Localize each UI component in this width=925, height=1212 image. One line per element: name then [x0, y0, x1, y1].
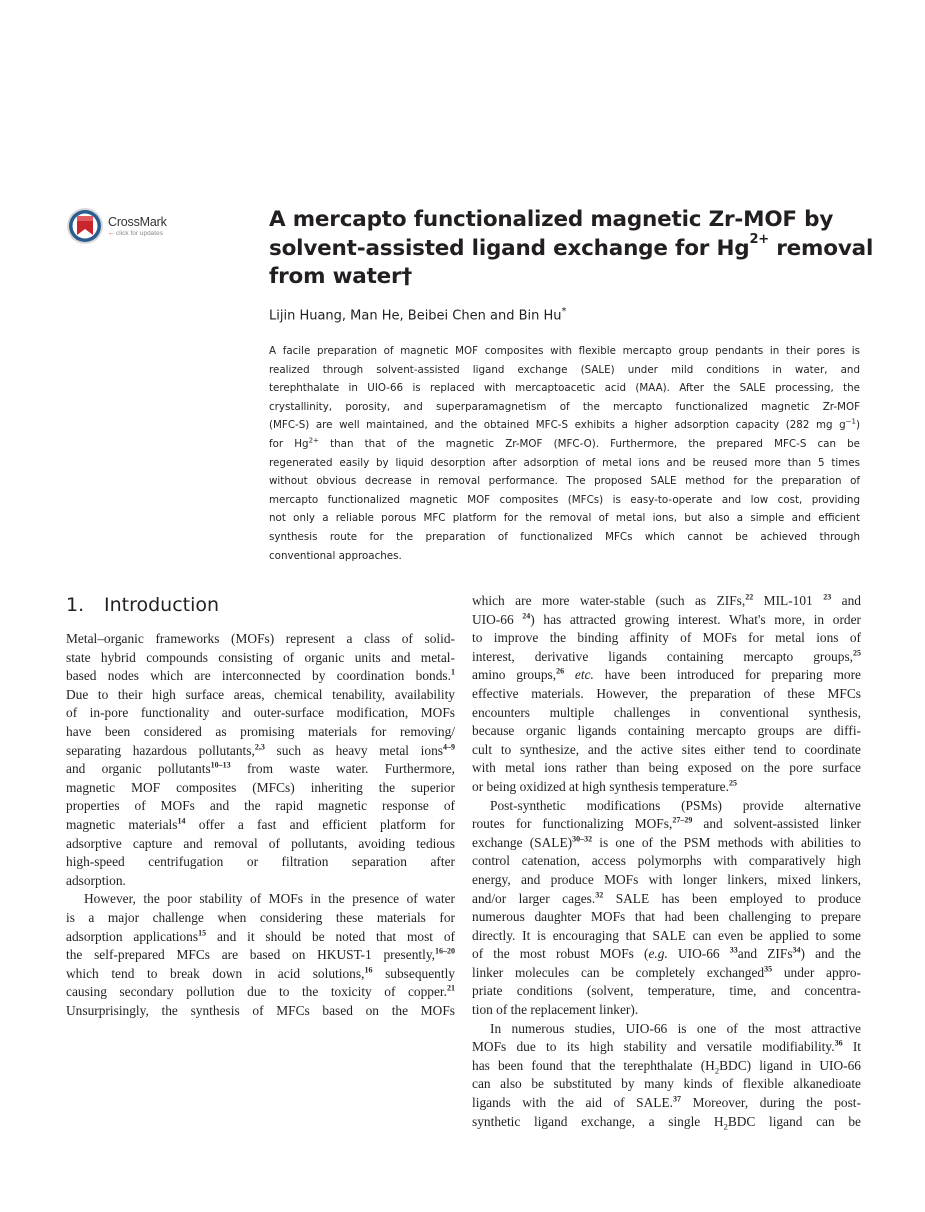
body-line: MOFs due to its high stability and versatile modifiability.$^{36}$ It [472, 1038, 861, 1055]
crossmark-title: CrossMark [108, 215, 167, 229]
body-line: which are more water-stable (such as ZIFs,$^{22}$ MIL-101 $^{23}$ and [472, 592, 861, 608]
abstract-line: mercapto functionalized magnetic MOF composites (MFCs) is easy-to-operate and low cost, providing [269, 493, 860, 506]
left-column [66, 630, 455, 1020]
body-line: have been considered as promising materials for removing/ [66, 723, 455, 739]
citation: 1 [451, 667, 455, 677]
body-line: can also be substituted by many kinds of flexible alkanedioate [472, 1076, 861, 1092]
body-line: cult to synthesize, and the active sites either tend to coordinate [472, 741, 861, 757]
author-list: Lijin Huang, Man He, Beibei Chen and Bin Hu* [269, 306, 567, 324]
body-line: In numerous studies, UIO-66 is one of the most attractive [490, 1020, 861, 1036]
body-line: Post-synthetic modifications (PSMs) provide alternative [490, 797, 861, 813]
abstract-line: for $Hg^{2+}$ than that of the magnetic Zr-MOF (MFC-O). Furthermore, the prepared MFC-S can be [269, 436, 861, 450]
abstract-line: terephthalate in UIO-66 is replaced with mercaptoacetic acid (MAA). After the SALE processing, the [269, 382, 860, 395]
body-line: control catenation, access polymorphs with comparatively high [472, 853, 861, 869]
body-line: amino groups,$^{26}$ etc. have been introduced for preparing more [472, 666, 862, 683]
body-line: based nodes which are interconnected by coordination bonds.$^1$ [66, 667, 455, 684]
abstract-line: realized through solvent-assisted ligand exchange (SALE) under mild conditions in water, and [269, 363, 860, 376]
crossmark-subtitle: ←click for updates [108, 230, 163, 237]
abstract-line: without obvious decrease in removal performance. The proposed SALE method for the preparation of [269, 475, 860, 488]
body-line: adsorptive capture and removal of pollutants, avoiding tedious [66, 835, 455, 851]
citation: 16–20 [435, 946, 455, 956]
body-line: ligands with the aid of SALE.$^{37}$ Moreover, during the post- [472, 1094, 861, 1111]
body-line: encounters multiple challenges in conventional synthesis, [472, 704, 861, 720]
body-line: high-speed centrifugation or filtration separation after [66, 854, 455, 870]
citation: 33 [729, 945, 738, 955]
body-line: Unsurprisingly, the synthesis of MFCs based on the MOFs [66, 1002, 455, 1018]
body-line: magnetic materials$^{14}$ offer a fast and efficient platform for [66, 816, 455, 832]
body-line: has been found that the terephthalate $(H_2BDC)$ ligand in UIO-66 [472, 1057, 861, 1076]
crossmark-icon [66, 207, 104, 245]
article-title [269, 206, 874, 292]
citation: 4–9 [443, 742, 455, 752]
body-line: UIO-66 $^{24}$) has attracted growing interest. What's more, in order [472, 611, 861, 627]
citation: 35 [764, 964, 773, 974]
body-line: Due to their high surface areas, chemical tenability, availability [66, 686, 455, 702]
citation: 27–29 [672, 815, 693, 825]
body-line: adsorption applications$^{15}$ and it should be noted that most of [66, 928, 455, 944]
arrow-left-icon: ← [108, 230, 115, 237]
body-line: of in-pore functionality and outer-surface modification, MOFs [66, 705, 455, 721]
citation: 25 [853, 648, 861, 658]
citation: 16 [364, 965, 373, 975]
body-line: separating hazardous pollutants,$^{2,3}$ such as heavy metal ions$^{4-9}$ [66, 742, 455, 758]
body-line: causing secondary pollution due to the toxicity of copper.$^{21}$ [66, 983, 455, 1000]
right-column [472, 592, 861, 1131]
citation: 37 [673, 1094, 682, 1104]
body-line: energy, and produce MOFs with longer linkers, mixed linkers, [472, 871, 861, 887]
citation: 34 [792, 945, 801, 955]
citation: 15 [198, 928, 207, 938]
body-line: adsorption. [66, 872, 126, 888]
crossmark-badge[interactable] [66, 207, 186, 247]
abstract-line: conventional approaches. [269, 549, 402, 562]
body-line: numerous daughter MOFs that had been challenging to prepare [472, 909, 861, 925]
body-line: linker molecules can be completely exchanged$^{35}$ under appro- [472, 964, 861, 980]
body-line: state hybrid compounds consisting of organic units and metal- [66, 649, 455, 665]
citation: 30–32 [572, 834, 593, 844]
title-line-3: from water† [269, 264, 412, 289]
body-line: priate conditions (solvent, temperature, time, and concentra- [472, 983, 861, 999]
body-line: interest, derivative ligands containing mercapto groups,$^{25}$ [472, 648, 861, 664]
abstract [269, 342, 860, 565]
body-line: is a major challenge when considering these materials for [66, 909, 455, 925]
abstract-line: crystallinity, porosity, and superparamagnetism of the mercapto functionalized magnetic Zr-MOF [269, 400, 860, 413]
body-line: tion of the replacement linker). [472, 1002, 639, 1018]
body-line: directly. It is encouraging that SALE can even be applied to some [472, 927, 861, 943]
citation: 14 [177, 816, 186, 826]
body-line: and/or larger cages.$^{32}$ SALE has been employed to produce [472, 890, 861, 906]
citation: 2,3 [254, 742, 265, 752]
body-line: to improve the binding affinity of MOFs for metal ions of [472, 630, 861, 646]
section-number: 1. [66, 594, 85, 616]
body-line: routes for functionalizing MOFs,$^{27-29}$ and solvent-assisted linker [472, 815, 861, 832]
body-line: effective materials. However, the preparation of these MFCs [472, 685, 861, 701]
body-line: because organic ligands containing mercapto groups are diffi- [472, 723, 861, 739]
abstract-line: synthesis route for the preparation of functionalized MFCs which cannot be achieved through [269, 530, 860, 543]
body-line: of the most robust MOFs (e.g. UIO-66 $^{33}$and ZIFs$^{34}$) and the [472, 945, 861, 962]
body-line: properties of MOFs and the rapid magnetic response of [66, 798, 455, 814]
citation: 36 [834, 1038, 843, 1048]
citation: 21 [447, 983, 455, 993]
section-heading [66, 594, 219, 616]
body-line: Metal–organic frameworks (MOFs) represent a class of solid- [66, 631, 455, 646]
citation: 25 [728, 778, 737, 788]
citation: 10–13 [210, 760, 231, 770]
title-line-2: solvent-assisted ligand exchange for $Hg^{2+}$ removal [269, 232, 874, 261]
body-line: which tend to break down in acid solutions,$^{16}$ subsequently [66, 965, 455, 981]
body-line: However, the poor stability of MOFs in the presence of water [84, 891, 455, 907]
abstract-line: (MFC-S) are well maintained, and the obtained MFC-S exhibits a higher adsorption capacity (282 mg $g^{-1}$) [269, 417, 860, 432]
title-line-1: A mercapto functionalized magnetic Zr-MOF by [269, 207, 834, 232]
citation: 24 [522, 611, 531, 621]
body-line: synthetic ligand exchange, a single $H_2BDC$ ligand can be [472, 1113, 861, 1132]
abstract-line: A facile preparation of magnetic MOF composites with flexible mercapto group pendants in their pores is [269, 345, 860, 357]
body-line: or being oxidized at high synthesis temperature.$^{25}$ [472, 778, 737, 794]
abstract-line: not only a reliable porous MFC platform for the removal of metal ions, but also a simple and efficient [269, 512, 860, 525]
citation: 22 [745, 592, 754, 602]
citation: 23 [823, 592, 832, 602]
body-line: exchange (SALE)$^{30-32}$ is one of the PSM methods with abilities to [472, 834, 861, 850]
body-line: with metal ions rather than being exposed on the pore surface [472, 760, 861, 776]
abstract-line: regenerated easily by liquid desorption after adsorption of metal ions and be reused more than 5 times [269, 456, 860, 469]
corresponding-author-mark: * [561, 306, 567, 317]
body-line: magnetic MOF composites (MFCs) inheriting the superior [66, 779, 455, 795]
citation: 32 [595, 890, 604, 900]
section-title: Introduction [104, 594, 220, 616]
citation: 26 [556, 666, 565, 676]
body-line: the self-prepared MFCs are based on HKUST-1 presently,$^{16-20}$ [66, 946, 455, 963]
body-line: and organic pollutants$^{10-13}$ from waste water. Furthermore, [66, 760, 455, 777]
